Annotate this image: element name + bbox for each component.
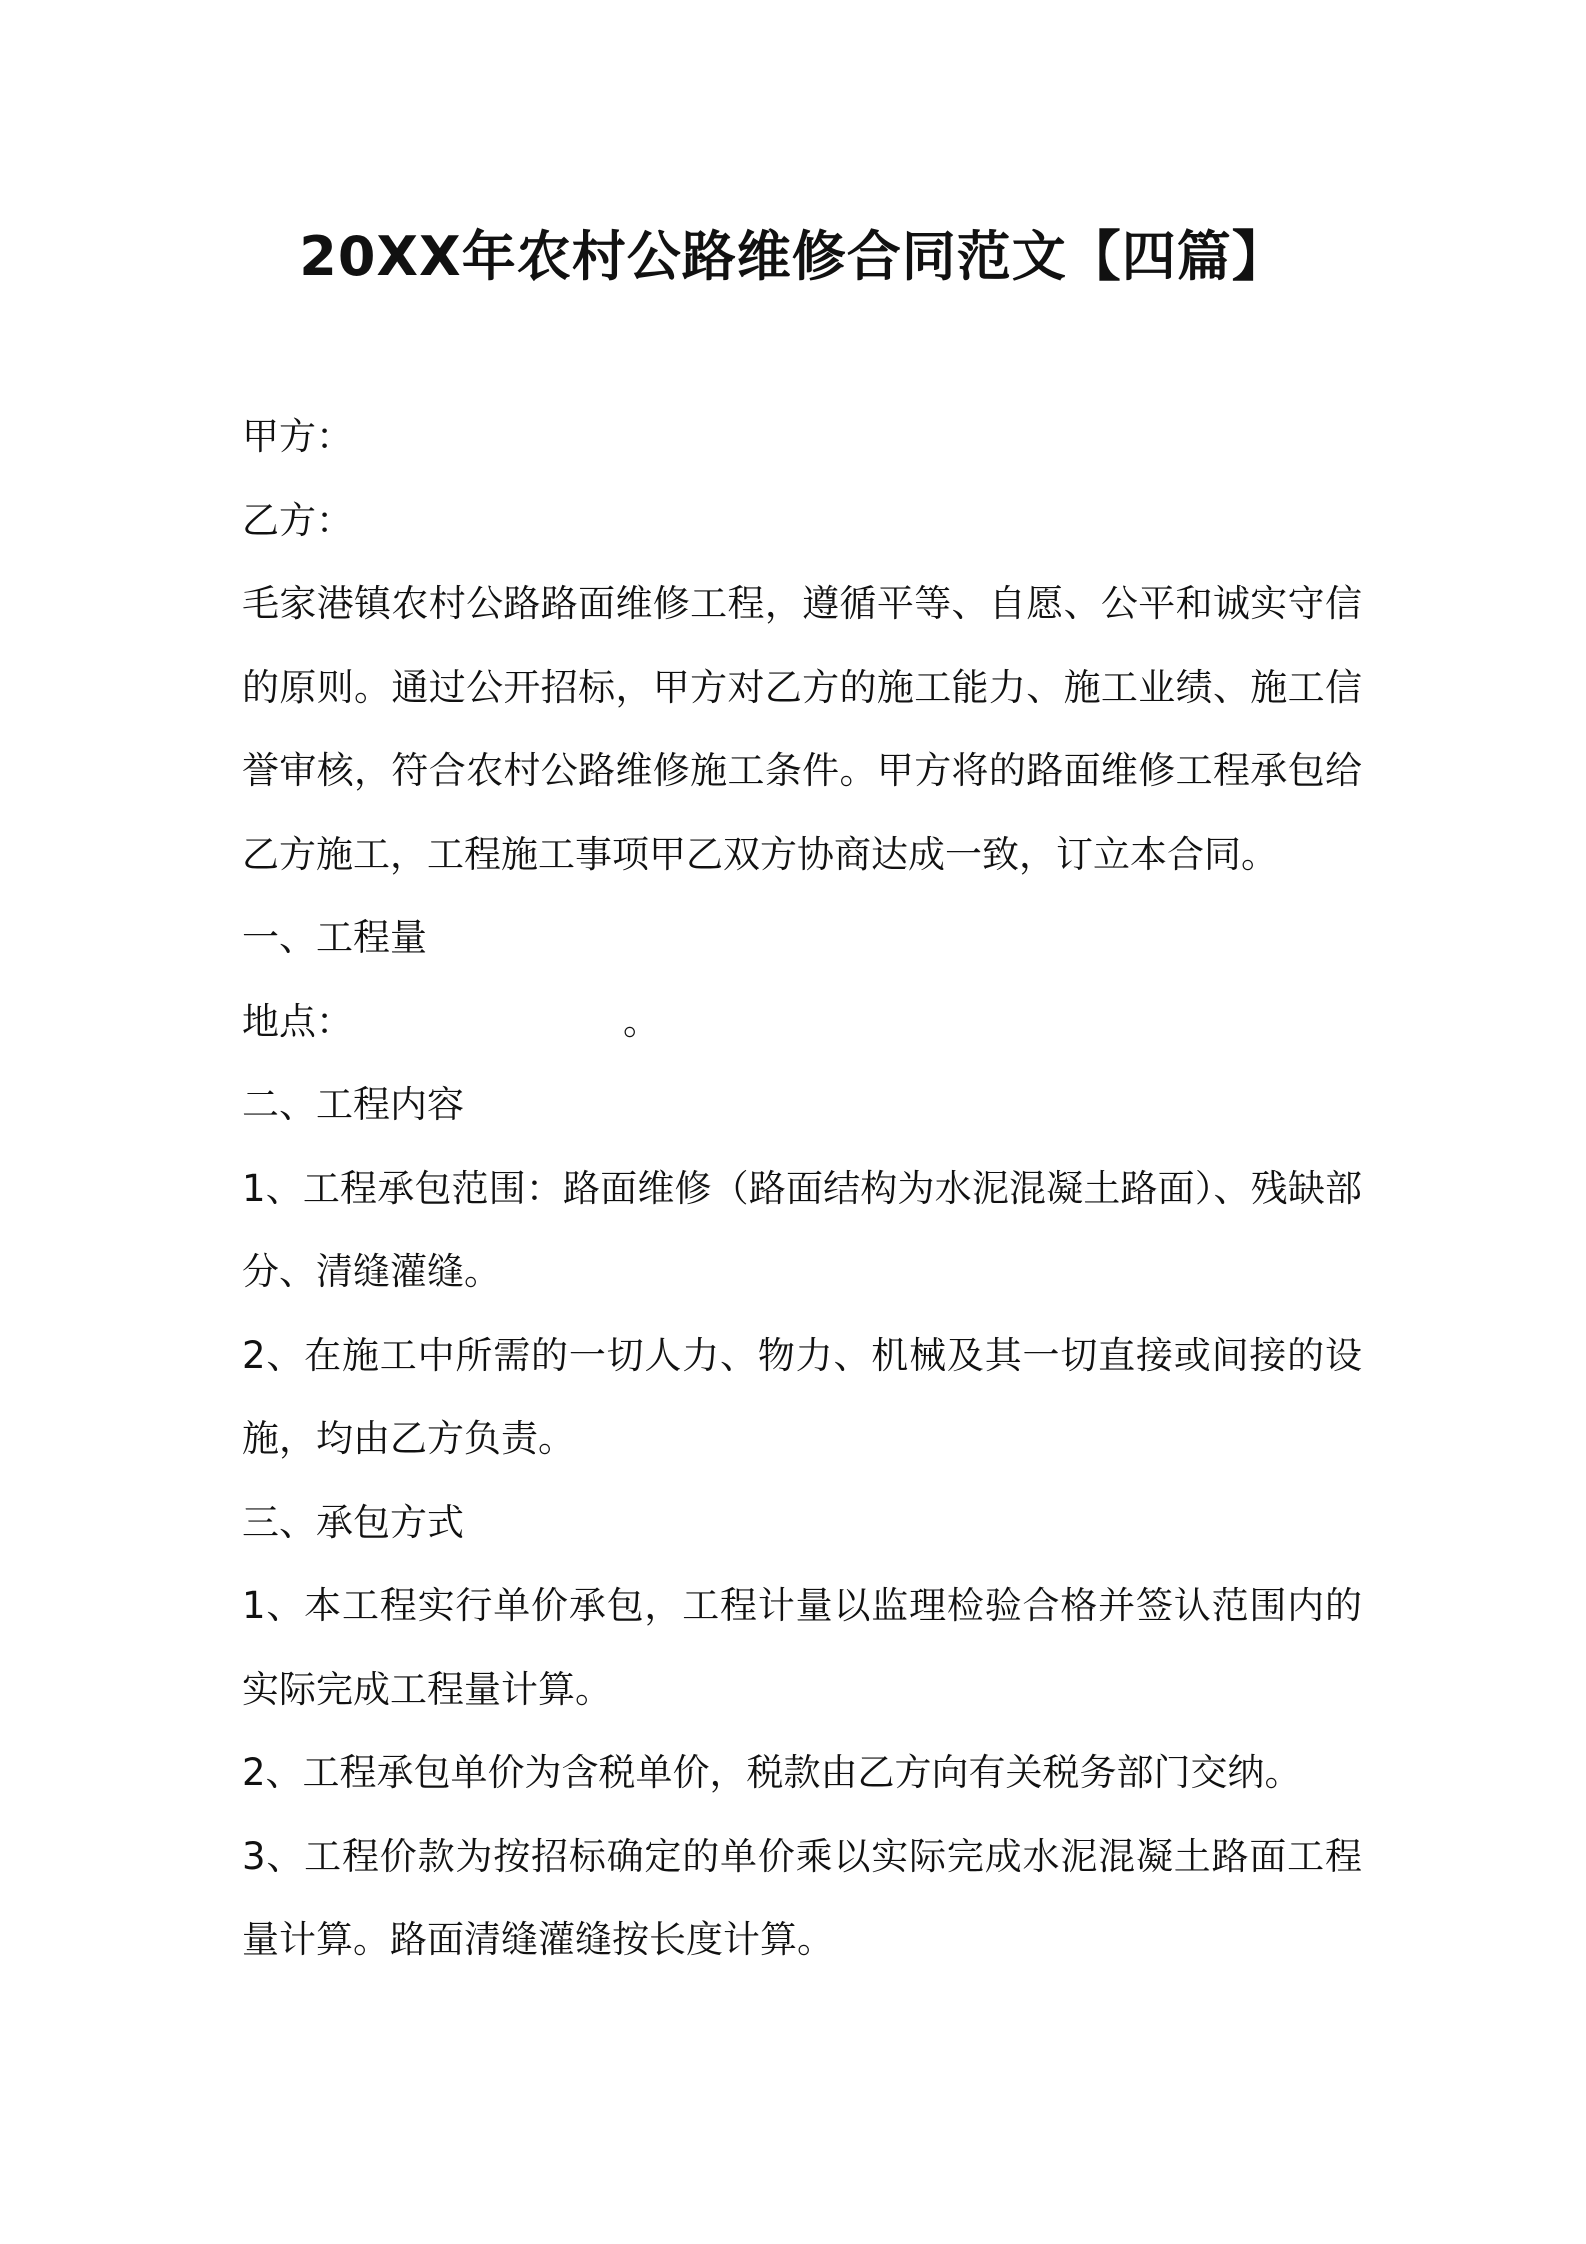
location-label: 地点：	[242, 999, 353, 1043]
document-body	[242, 395, 1362, 1982]
section-heading-quantity: 一、工程量	[242, 916, 427, 959]
intro-paragraph: 毛家港镇农村公路路面维修工程，遵循平等、自愿、公平和诚实守信的原则。通过公开招标，甲方对乙方的施工能力、施工业绩、施工信誉审核，符合农村公路维修施工条件。甲方将的路面维修工程承包给乙方施工，工程施工事项甲乙双方协商达成一致，订立本合同。	[242, 582, 1362, 876]
section-heading-contract-method: 三、承包方式	[242, 1500, 464, 1544]
method-item-3: 3、工程价款为按招标确定的单价乘以实际完成水泥混凝土路面工程量计算。路面清缝灌缝按长度计算。	[242, 1834, 1362, 1961]
document-title: 20XX年农村公路维修合同范文【四篇】	[299, 225, 1287, 288]
party-a-line: 甲方：	[242, 415, 353, 458]
party-b-line: 乙方：	[242, 498, 353, 542]
method-item-2: 2、工程承包单价为含税单价，税款由乙方向有关税务部门交纳。	[242, 1751, 1302, 1794]
content-item-1: 1、工程承包范围：路面维修（路面结构为水泥混凝土路面）、残缺部分、清缝灌缝。	[242, 1166, 1362, 1293]
section-heading-content: 二、工程内容	[242, 1083, 464, 1126]
content-item-2: 2、在施工中所需的一切人力、物力、机械及其一切直接或间接的设施，均由乙方负责。	[242, 1333, 1362, 1460]
location-end-mark: 。	[623, 999, 660, 1043]
location-line	[242, 980, 1362, 1064]
method-item-1: 1、本工程实行单价承包，工程计量以监理检验合格并签认范围内的实际完成工程量计算。	[242, 1584, 1362, 1711]
